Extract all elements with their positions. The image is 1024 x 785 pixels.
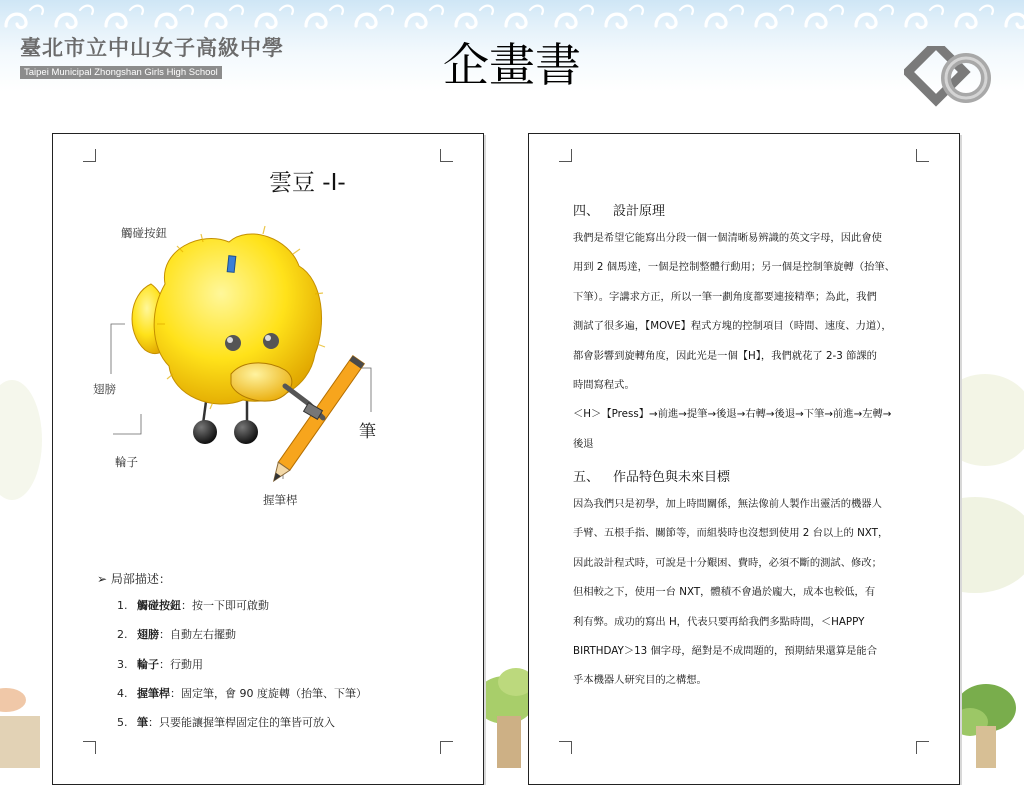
section-title: 設計原理: [613, 204, 666, 219]
left-document-page: [52, 133, 484, 785]
school-name-en: Taipei Municipal Zhongshan Girls High School: [20, 66, 222, 79]
label-wheel: 輪子: [115, 455, 138, 469]
section-heading-design: [573, 200, 665, 219]
arrow-bullet-icon: ➢: [97, 572, 108, 586]
text-line: 乎本機器人研究目的之構想。: [573, 674, 707, 687]
list-text: ：只要能讓握筆桿固定住的筆皆可放入: [148, 716, 335, 730]
list-term: 筆: [137, 716, 148, 730]
label-pen-holder: 握筆桿: [263, 493, 298, 507]
section-index: 五、: [573, 470, 600, 485]
list-item: [117, 597, 367, 626]
text-line: 因此設計程式時，可說是十分艱困、費時，必須不斷的測試、修改；: [573, 556, 882, 569]
list-text: ：按一下即可啟動: [181, 599, 269, 612]
list-number: 1.: [117, 599, 128, 612]
list-text: ：固定筆，會 90 度旋轉（抬筆、下筆）: [170, 686, 367, 700]
label-touch-button: 觸碰按鈕: [121, 226, 167, 240]
crop-mark: [559, 149, 572, 162]
robot-chick-illustration: [53, 134, 483, 554]
text-line: 測試了很多遍，【MOVE】程式方塊的控制項目（時間、速度、力道），: [573, 320, 892, 333]
description-heading-text: 局部描述：: [110, 572, 171, 586]
text-line: ＜H＞【Press】→前進→提筆→後退→右轉→後退→下筆→前進→左轉→: [573, 408, 892, 421]
school-name-zh: 臺北市立中山女子高級中學: [20, 36, 284, 60]
list-item: [117, 626, 367, 655]
text-line: 下筆）。字講求方正，所以一筆一劃角度都要連接精準；為此，我們: [573, 290, 877, 303]
list-number: 4.: [117, 686, 128, 700]
text-line: 因為我們只是初學，加上時間關係，無法像前人製作出靈活的機器人: [573, 498, 882, 510]
text-line: 都會影響到旋轉角度，因此光是一個【H】，我們就花了 2-3 節課的: [573, 349, 877, 362]
text-line: 但相較之下，使用一台 NXT，體積不會過於龐大，成本也較低，有: [573, 586, 876, 599]
list-text: ：自動左右擺動: [159, 628, 236, 642]
list-item: [117, 714, 367, 743]
page-title: 企畫書: [443, 38, 581, 92]
list-term: 握筆桿: [137, 686, 170, 700]
text-line: BIRTHDAY＞13 個字母，絕對是不成問題的，預期結果還算是能合: [573, 645, 878, 658]
list-item: [117, 685, 367, 714]
crop-mark: [916, 149, 929, 162]
list-term: 觸碰按鈕: [137, 599, 181, 612]
label-pen: 筆: [359, 422, 376, 442]
list-term: 輪子: [137, 657, 159, 671]
list-number: 3.: [117, 657, 128, 671]
text-line: 後退: [573, 437, 594, 450]
label-wing: 翅膀: [93, 382, 116, 396]
list-number: 5.: [117, 716, 128, 730]
crop-mark: [916, 741, 929, 754]
description-list: [117, 597, 367, 743]
crop-mark: [83, 741, 96, 754]
section-index: 四、: [573, 204, 600, 219]
list-text: ：行動用: [159, 657, 203, 671]
section-title: 作品特色與未來目標: [613, 470, 731, 485]
text-line: 時間寫程式。: [573, 379, 635, 392]
text-line: 利有弊。成功的寫出 H，代表只要再給我們多點時間，＜HAPPY: [573, 615, 865, 628]
text-line: 用到 2 個馬達，一個是控制整體行動用；另一個是控制筆旋轉（抬筆、: [573, 261, 896, 274]
text-line: 手臂、五根手指、關節等，而組裝時也沒想到使用 2 台以上的 NXT，: [573, 527, 889, 540]
robot-title: 雲豆 -I-: [269, 170, 346, 196]
section-heading-features: [573, 466, 730, 485]
section-body-features: [573, 490, 925, 696]
list-term: 翅膀: [137, 628, 159, 642]
text-line: 我們是希望它能寫出分段一個一個清晰易辨識的英文字母，因此會使: [573, 232, 882, 244]
description-heading: [97, 570, 171, 587]
list-number: 2.: [117, 628, 128, 642]
list-item: [117, 656, 367, 685]
right-document-page: [528, 133, 960, 785]
crop-mark: [440, 741, 453, 754]
section-body-design: [573, 224, 925, 459]
crop-mark: [559, 741, 572, 754]
